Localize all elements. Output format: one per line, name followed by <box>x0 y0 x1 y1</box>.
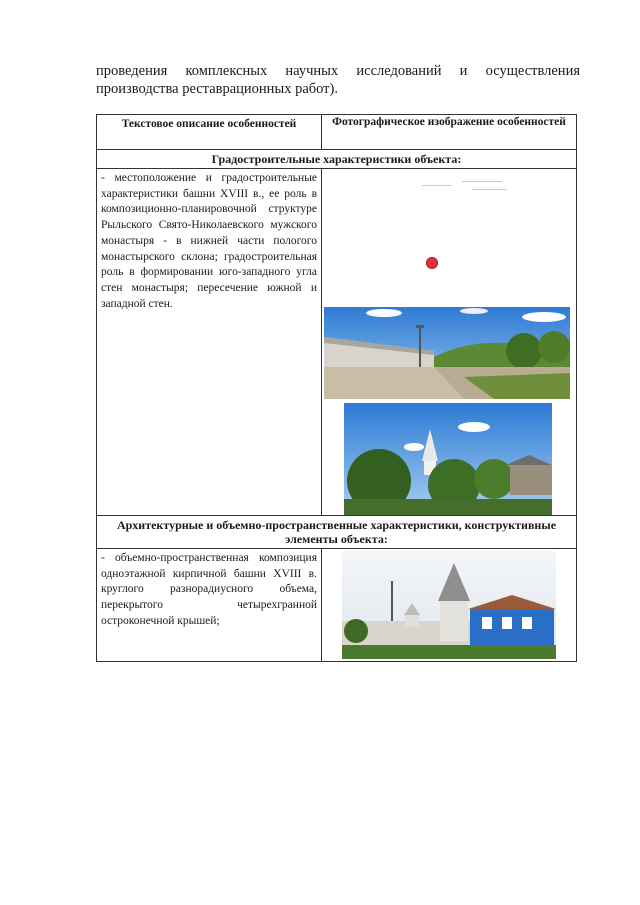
section2-description: - объемно-пространственная композиция одноэтажной кирпичной башни XVIII в. круглого разнорадиусного объема, перекрытого четырехгранной остроконечной крышей; <box>97 549 322 662</box>
photo-monastery-wall-road <box>324 307 570 399</box>
intro-paragraph: проведения комплексных научных исследований и осуществления производства реставрационных работ). <box>96 63 580 97</box>
section1-content-row <box>97 169 577 516</box>
features-table <box>96 114 577 662</box>
section2-title: Архитектурные и объемно-пространственные характеристики, конструктивные элементы объекта: <box>97 516 577 549</box>
section2-photos <box>322 549 577 662</box>
photo-tower-behind-trees <box>344 403 552 515</box>
col2-header: Фотографическое изображение особенностей <box>322 115 577 150</box>
section1-title: Градостроительные характеристики объекта: <box>97 150 577 169</box>
section1-title-row <box>97 150 577 169</box>
map-marker-icon <box>426 257 438 269</box>
section2-content-row <box>97 549 577 662</box>
col1-header: Текстовое описание особенностей <box>97 115 322 150</box>
section1-photos <box>322 169 577 516</box>
photo-tower-blue-house <box>342 551 556 659</box>
table-header-row <box>97 115 577 150</box>
section2-title-row <box>97 516 577 549</box>
location-map <box>322 169 576 307</box>
section1-description: - местоположение и градостроительные характеристики башни XVIII в., ее роль в композиционно-планировочной структуре Рыльского Свято-Николаевского мужского монастыря - в нижней части пологого монастырского склона; градостроительная роль в формировании юго-западного угла стен монастыря; пересечение южной и западной стен. <box>97 169 322 516</box>
